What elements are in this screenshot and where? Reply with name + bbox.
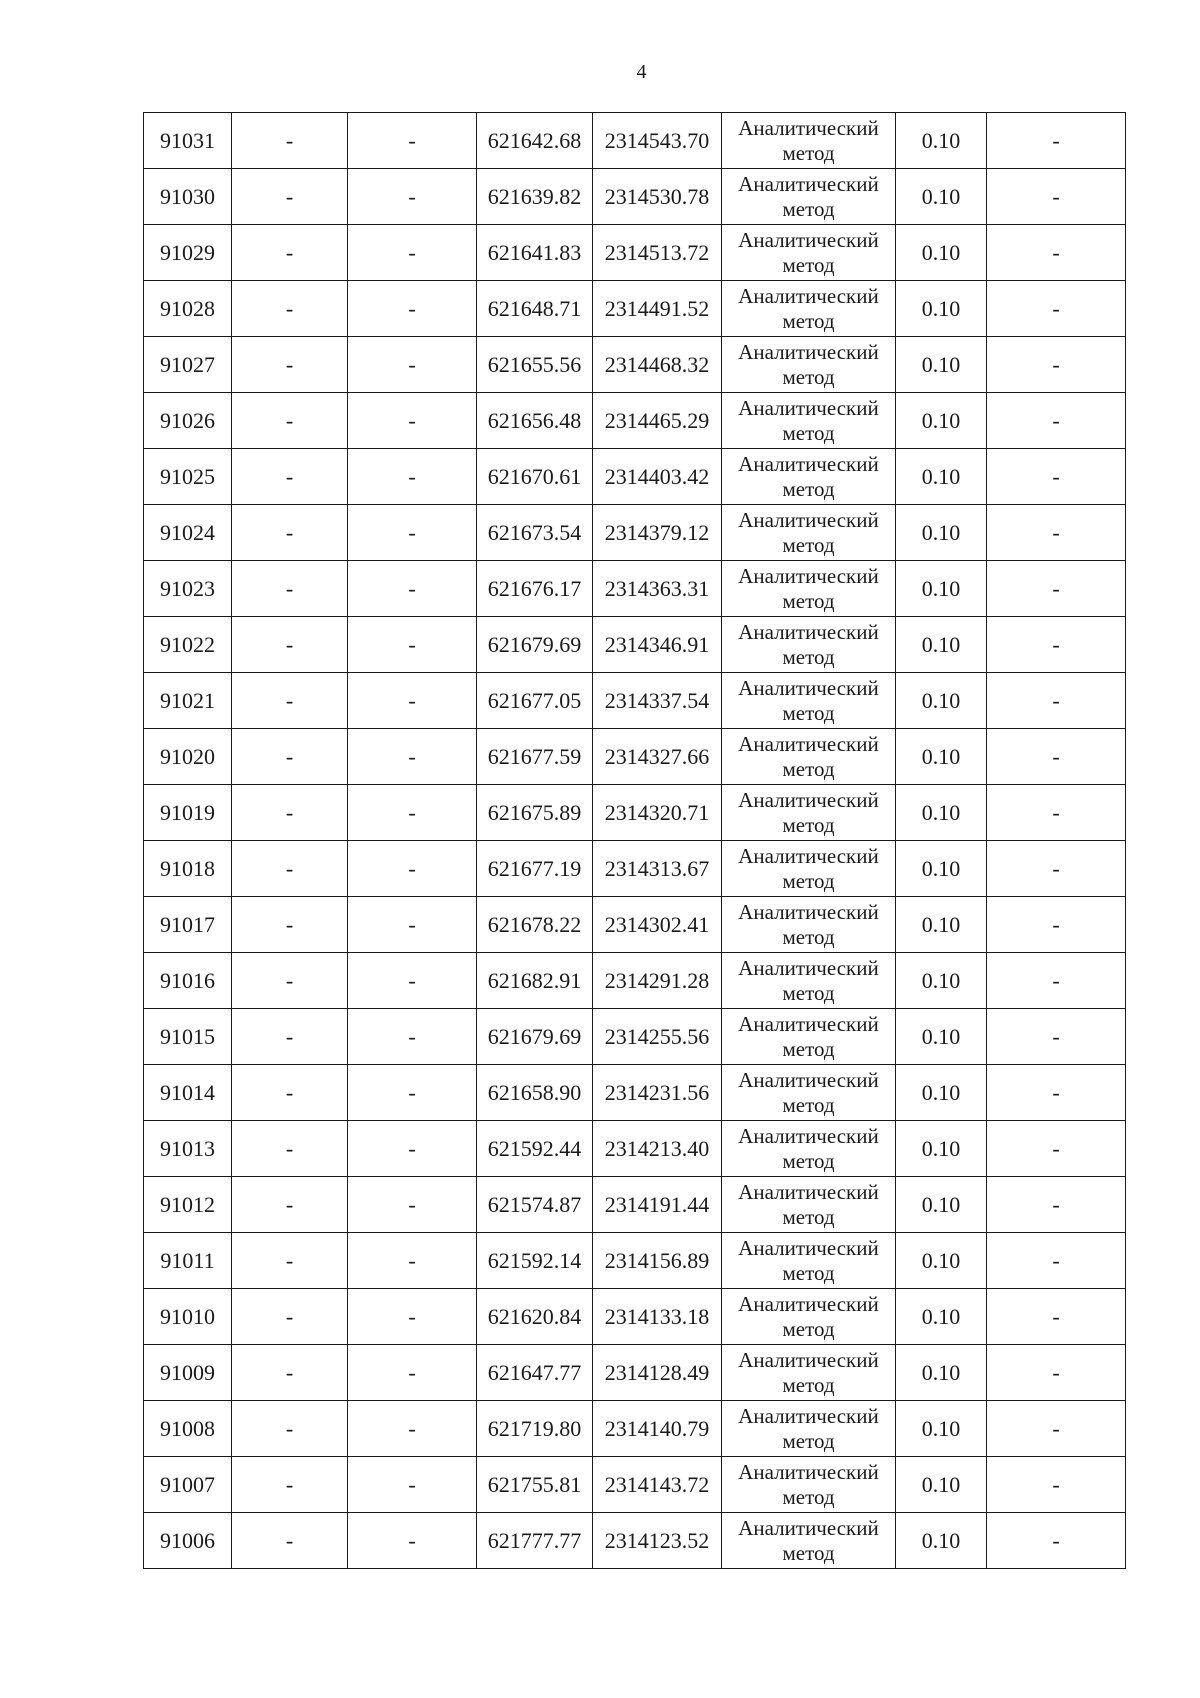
empty-value-cell: -: [348, 1233, 477, 1289]
x-coordinate-cell: 621642.68: [477, 113, 593, 169]
empty-value-cell: -: [232, 393, 348, 449]
empty-value-cell: -: [232, 785, 348, 841]
table-row: [144, 505, 1126, 561]
x-coordinate-cell: 621670.61: [477, 449, 593, 505]
table-row: [144, 113, 1126, 169]
method-line-2: метод: [782, 644, 835, 669]
table-row: [144, 841, 1126, 897]
x-coordinate-cell: 621755.81: [477, 1457, 593, 1513]
table-row: [144, 449, 1126, 505]
table-row: [144, 1457, 1126, 1513]
table-row: [144, 1121, 1126, 1177]
y-coordinate-cell: 2314320.71: [593, 785, 722, 841]
method-line-2: метод: [782, 700, 835, 725]
y-coordinate-cell: 2314337.54: [593, 673, 722, 729]
x-coordinate-cell: 621678.22: [477, 897, 593, 953]
empty-value-cell: -: [232, 169, 348, 225]
point-id-cell: 91024: [144, 505, 232, 561]
point-id-cell: 91029: [144, 225, 232, 281]
method-line-1: Аналитический: [738, 1179, 879, 1204]
table-row: [144, 281, 1126, 337]
method-line-2: метод: [782, 1148, 835, 1173]
y-coordinate-cell: 2314302.41: [593, 897, 722, 953]
accuracy-cell: 0.10: [896, 561, 987, 617]
accuracy-cell: 0.10: [896, 1233, 987, 1289]
y-coordinate-cell: 2314213.40: [593, 1121, 722, 1177]
empty-value-cell: -: [232, 1345, 348, 1401]
empty-value-cell: -: [232, 729, 348, 785]
point-id-cell: 91025: [144, 449, 232, 505]
method-line-1: Аналитический: [738, 451, 879, 476]
point-id-cell: 91007: [144, 1457, 232, 1513]
table-row: [144, 729, 1126, 785]
empty-value-cell: -: [232, 281, 348, 337]
accuracy-cell: 0.10: [896, 1457, 987, 1513]
accuracy-cell: 0.10: [896, 673, 987, 729]
accuracy-cell: 0.10: [896, 953, 987, 1009]
method-line-1: Аналитический: [738, 843, 879, 868]
accuracy-cell: 0.10: [896, 1009, 987, 1065]
method-line-1: Аналитический: [738, 1291, 879, 1316]
method-cell: [722, 561, 896, 617]
accuracy-cell: 0.10: [896, 1401, 987, 1457]
table-row: [144, 953, 1126, 1009]
method-line-2: метод: [782, 1316, 835, 1341]
empty-value-cell: -: [348, 169, 477, 225]
note-cell: -: [987, 449, 1126, 505]
note-cell: -: [987, 113, 1126, 169]
table-row: [144, 1065, 1126, 1121]
method-line-2: метод: [782, 140, 835, 165]
method-cell: [722, 1289, 896, 1345]
method-cell: [722, 505, 896, 561]
coordinates-table: [143, 112, 1126, 1569]
note-cell: -: [987, 841, 1126, 897]
x-coordinate-cell: 621641.83: [477, 225, 593, 281]
x-coordinate-cell: 621655.56: [477, 337, 593, 393]
empty-value-cell: -: [348, 561, 477, 617]
empty-value-cell: -: [232, 449, 348, 505]
accuracy-cell: 0.10: [896, 1345, 987, 1401]
y-coordinate-cell: 2314363.31: [593, 561, 722, 617]
table-row: [144, 1289, 1126, 1345]
point-id-cell: 91011: [144, 1233, 232, 1289]
empty-value-cell: -: [348, 1457, 477, 1513]
x-coordinate-cell: 621658.90: [477, 1065, 593, 1121]
x-coordinate-cell: 621677.19: [477, 841, 593, 897]
empty-value-cell: -: [232, 1009, 348, 1065]
method-line-2: метод: [782, 868, 835, 893]
method-line-2: метод: [782, 756, 835, 781]
empty-value-cell: -: [232, 841, 348, 897]
method-cell: [722, 1233, 896, 1289]
point-id-cell: 91014: [144, 1065, 232, 1121]
note-cell: -: [987, 281, 1126, 337]
table-row: [144, 393, 1126, 449]
accuracy-cell: 0.10: [896, 169, 987, 225]
accuracy-cell: 0.10: [896, 1513, 987, 1569]
x-coordinate-cell: 621676.17: [477, 561, 593, 617]
table-row: [144, 561, 1126, 617]
page-number: 4: [636, 61, 647, 83]
method-cell: [722, 1457, 896, 1513]
empty-value-cell: -: [348, 505, 477, 561]
method-line-1: Аналитический: [738, 563, 879, 588]
method-line-1: Аналитический: [738, 787, 879, 812]
x-coordinate-cell: 621639.82: [477, 169, 593, 225]
y-coordinate-cell: 2314313.67: [593, 841, 722, 897]
method-cell: [722, 169, 896, 225]
x-coordinate-cell: 621592.14: [477, 1233, 593, 1289]
accuracy-cell: 0.10: [896, 1121, 987, 1177]
method-line-1: Аналитический: [738, 955, 879, 980]
x-coordinate-cell: 621679.69: [477, 617, 593, 673]
note-cell: -: [987, 953, 1126, 1009]
empty-value-cell: -: [348, 1513, 477, 1569]
empty-value-cell: -: [232, 561, 348, 617]
y-coordinate-cell: 2314379.12: [593, 505, 722, 561]
method-cell: [722, 113, 896, 169]
y-coordinate-cell: 2314140.79: [593, 1401, 722, 1457]
x-coordinate-cell: 621648.71: [477, 281, 593, 337]
point-id-cell: 91006: [144, 1513, 232, 1569]
note-cell: -: [987, 1289, 1126, 1345]
point-id-cell: 91019: [144, 785, 232, 841]
note-cell: -: [987, 1513, 1126, 1569]
note-cell: -: [987, 729, 1126, 785]
method-cell: [722, 1401, 896, 1457]
empty-value-cell: -: [232, 1401, 348, 1457]
method-line-2: метод: [782, 420, 835, 445]
method-line-1: Аналитический: [738, 227, 879, 252]
empty-value-cell: -: [348, 449, 477, 505]
accuracy-cell: 0.10: [896, 505, 987, 561]
empty-value-cell: -: [232, 505, 348, 561]
y-coordinate-cell: 2314530.78: [593, 169, 722, 225]
empty-value-cell: -: [348, 617, 477, 673]
table-row: [144, 617, 1126, 673]
empty-value-cell: -: [348, 1065, 477, 1121]
point-id-cell: 91030: [144, 169, 232, 225]
accuracy-cell: 0.10: [896, 449, 987, 505]
empty-value-cell: -: [348, 1177, 477, 1233]
point-id-cell: 91018: [144, 841, 232, 897]
point-id-cell: 91009: [144, 1345, 232, 1401]
method-cell: [722, 785, 896, 841]
y-coordinate-cell: 2314123.52: [593, 1513, 722, 1569]
y-coordinate-cell: 2314346.91: [593, 617, 722, 673]
accuracy-cell: 0.10: [896, 281, 987, 337]
method-line-2: метод: [782, 924, 835, 949]
empty-value-cell: -: [232, 1065, 348, 1121]
accuracy-cell: 0.10: [896, 729, 987, 785]
method-line-2: метод: [782, 1428, 835, 1453]
point-id-cell: 91008: [144, 1401, 232, 1457]
note-cell: -: [987, 1457, 1126, 1513]
method-line-2: метод: [782, 1036, 835, 1061]
accuracy-cell: 0.10: [896, 1177, 987, 1233]
method-cell: [722, 617, 896, 673]
method-cell: [722, 897, 896, 953]
empty-value-cell: -: [348, 729, 477, 785]
y-coordinate-cell: 2314291.28: [593, 953, 722, 1009]
empty-value-cell: -: [348, 1289, 477, 1345]
method-cell: [722, 673, 896, 729]
note-cell: -: [987, 617, 1126, 673]
y-coordinate-cell: 2314255.56: [593, 1009, 722, 1065]
accuracy-cell: 0.10: [896, 897, 987, 953]
method-cell: [722, 337, 896, 393]
point-id-cell: 91021: [144, 673, 232, 729]
method-line-1: Аналитический: [738, 619, 879, 644]
x-coordinate-cell: 621675.89: [477, 785, 593, 841]
method-line-1: Аналитический: [738, 1459, 879, 1484]
table-row: [144, 225, 1126, 281]
method-cell: [722, 1121, 896, 1177]
method-cell: [722, 225, 896, 281]
method-line-1: Аналитический: [738, 1011, 879, 1036]
method-cell: [722, 729, 896, 785]
empty-value-cell: -: [348, 673, 477, 729]
empty-value-cell: -: [348, 337, 477, 393]
accuracy-cell: 0.10: [896, 225, 987, 281]
empty-value-cell: -: [348, 225, 477, 281]
empty-value-cell: -: [232, 1121, 348, 1177]
empty-value-cell: -: [348, 113, 477, 169]
point-id-cell: 91028: [144, 281, 232, 337]
accuracy-cell: 0.10: [896, 1065, 987, 1121]
accuracy-cell: 0.10: [896, 785, 987, 841]
y-coordinate-cell: 2314143.72: [593, 1457, 722, 1513]
y-coordinate-cell: 2314191.44: [593, 1177, 722, 1233]
y-coordinate-cell: 2314403.42: [593, 449, 722, 505]
x-coordinate-cell: 621656.48: [477, 393, 593, 449]
empty-value-cell: -: [232, 113, 348, 169]
method-cell: [722, 393, 896, 449]
x-coordinate-cell: 621679.69: [477, 1009, 593, 1065]
method-line-1: Аналитический: [738, 283, 879, 308]
method-cell: [722, 1513, 896, 1569]
method-line-2: метод: [782, 812, 835, 837]
method-line-2: метод: [782, 308, 835, 333]
empty-value-cell: -: [232, 1457, 348, 1513]
note-cell: -: [987, 561, 1126, 617]
table-row: [144, 337, 1126, 393]
method-cell: [722, 1177, 896, 1233]
table-row: [144, 1009, 1126, 1065]
method-line-2: метод: [782, 476, 835, 501]
method-line-1: Аналитический: [738, 339, 879, 364]
x-coordinate-cell: 621620.84: [477, 1289, 593, 1345]
method-line-1: Аналитический: [738, 1403, 879, 1428]
empty-value-cell: -: [232, 1513, 348, 1569]
empty-value-cell: -: [348, 1345, 477, 1401]
note-cell: -: [987, 1401, 1126, 1457]
x-coordinate-cell: 621574.87: [477, 1177, 593, 1233]
method-line-1: Аналитический: [738, 1123, 879, 1148]
table-row: [144, 1177, 1126, 1233]
method-line-2: метод: [782, 1540, 835, 1565]
empty-value-cell: -: [232, 617, 348, 673]
point-id-cell: 91026: [144, 393, 232, 449]
note-cell: -: [987, 1121, 1126, 1177]
point-id-cell: 91015: [144, 1009, 232, 1065]
method-cell: [722, 449, 896, 505]
table-row: [144, 1513, 1126, 1569]
empty-value-cell: -: [232, 337, 348, 393]
method-line-2: метод: [782, 1260, 835, 1285]
note-cell: -: [987, 1065, 1126, 1121]
point-id-cell: 91022: [144, 617, 232, 673]
note-cell: -: [987, 1177, 1126, 1233]
note-cell: -: [987, 225, 1126, 281]
empty-value-cell: -: [348, 1401, 477, 1457]
method-line-2: метод: [782, 1204, 835, 1229]
y-coordinate-cell: 2314491.52: [593, 281, 722, 337]
note-cell: -: [987, 393, 1126, 449]
accuracy-cell: 0.10: [896, 337, 987, 393]
table-row: [144, 673, 1126, 729]
note-cell: -: [987, 1345, 1126, 1401]
method-cell: [722, 841, 896, 897]
method-line-1: Аналитический: [738, 675, 879, 700]
note-cell: -: [987, 897, 1126, 953]
point-id-cell: 91023: [144, 561, 232, 617]
method-line-2: метод: [782, 1372, 835, 1397]
empty-value-cell: -: [232, 953, 348, 1009]
method-line-1: Аналитический: [738, 731, 879, 756]
y-coordinate-cell: 2314543.70: [593, 113, 722, 169]
accuracy-cell: 0.10: [896, 393, 987, 449]
method-line-1: Аналитический: [738, 1067, 879, 1092]
method-line-2: метод: [782, 364, 835, 389]
empty-value-cell: -: [348, 393, 477, 449]
x-coordinate-cell: 621777.77: [477, 1513, 593, 1569]
method-line-2: метод: [782, 980, 835, 1005]
method-line-2: метод: [782, 1484, 835, 1509]
empty-value-cell: -: [348, 897, 477, 953]
method-line-1: Аналитический: [738, 115, 879, 140]
x-coordinate-cell: 621647.77: [477, 1345, 593, 1401]
y-coordinate-cell: 2314231.56: [593, 1065, 722, 1121]
method-line-1: Аналитический: [738, 1235, 879, 1260]
point-id-cell: 91031: [144, 113, 232, 169]
point-id-cell: 91017: [144, 897, 232, 953]
note-cell: -: [987, 1233, 1126, 1289]
method-line-1: Аналитический: [738, 899, 879, 924]
empty-value-cell: -: [348, 785, 477, 841]
y-coordinate-cell: 2314465.29: [593, 393, 722, 449]
method-line-1: Аналитический: [738, 507, 879, 532]
method-line-2: метод: [782, 588, 835, 613]
method-line-2: метод: [782, 1092, 835, 1117]
empty-value-cell: -: [348, 1121, 477, 1177]
empty-value-cell: -: [232, 1289, 348, 1345]
table-row: [144, 1233, 1126, 1289]
table-row: [144, 897, 1126, 953]
method-cell: [722, 1065, 896, 1121]
empty-value-cell: -: [348, 841, 477, 897]
empty-value-cell: -: [232, 673, 348, 729]
table-row: [144, 169, 1126, 225]
x-coordinate-cell: 621719.80: [477, 1401, 593, 1457]
table-row: [144, 1401, 1126, 1457]
method-line-1: Аналитический: [738, 1515, 879, 1540]
note-cell: -: [987, 1009, 1126, 1065]
x-coordinate-cell: 621677.05: [477, 673, 593, 729]
empty-value-cell: -: [232, 1177, 348, 1233]
method-cell: [722, 1009, 896, 1065]
y-coordinate-cell: 2314468.32: [593, 337, 722, 393]
method-line-2: метод: [782, 252, 835, 277]
accuracy-cell: 0.10: [896, 841, 987, 897]
method-cell: [722, 281, 896, 337]
empty-value-cell: -: [232, 1233, 348, 1289]
accuracy-cell: 0.10: [896, 113, 987, 169]
note-cell: -: [987, 169, 1126, 225]
x-coordinate-cell: 621677.59: [477, 729, 593, 785]
point-id-cell: 91012: [144, 1177, 232, 1233]
empty-value-cell: -: [232, 897, 348, 953]
note-cell: -: [987, 505, 1126, 561]
empty-value-cell: -: [348, 281, 477, 337]
accuracy-cell: 0.10: [896, 617, 987, 673]
accuracy-cell: 0.10: [896, 1289, 987, 1345]
method-cell: [722, 1345, 896, 1401]
y-coordinate-cell: 2314327.66: [593, 729, 722, 785]
empty-value-cell: -: [348, 1009, 477, 1065]
table-row: [144, 1345, 1126, 1401]
y-coordinate-cell: 2314128.49: [593, 1345, 722, 1401]
note-cell: -: [987, 337, 1126, 393]
method-line-2: метод: [782, 532, 835, 557]
y-coordinate-cell: 2314133.18: [593, 1289, 722, 1345]
method-line-2: метод: [782, 196, 835, 221]
x-coordinate-cell: 621682.91: [477, 953, 593, 1009]
note-cell: -: [987, 785, 1126, 841]
method-line-1: Аналитический: [738, 1347, 879, 1372]
point-id-cell: 91027: [144, 337, 232, 393]
point-id-cell: 91013: [144, 1121, 232, 1177]
y-coordinate-cell: 2314156.89: [593, 1233, 722, 1289]
coordinates-table-body: [144, 113, 1126, 1569]
point-id-cell: 91016: [144, 953, 232, 1009]
table-row: [144, 785, 1126, 841]
method-line-1: Аналитический: [738, 395, 879, 420]
method-cell: [722, 953, 896, 1009]
y-coordinate-cell: 2314513.72: [593, 225, 722, 281]
note-cell: -: [987, 673, 1126, 729]
x-coordinate-cell: 621592.44: [477, 1121, 593, 1177]
method-line-1: Аналитический: [738, 171, 879, 196]
empty-value-cell: -: [232, 225, 348, 281]
point-id-cell: 91020: [144, 729, 232, 785]
empty-value-cell: -: [348, 953, 477, 1009]
x-coordinate-cell: 621673.54: [477, 505, 593, 561]
point-id-cell: 91010: [144, 1289, 232, 1345]
